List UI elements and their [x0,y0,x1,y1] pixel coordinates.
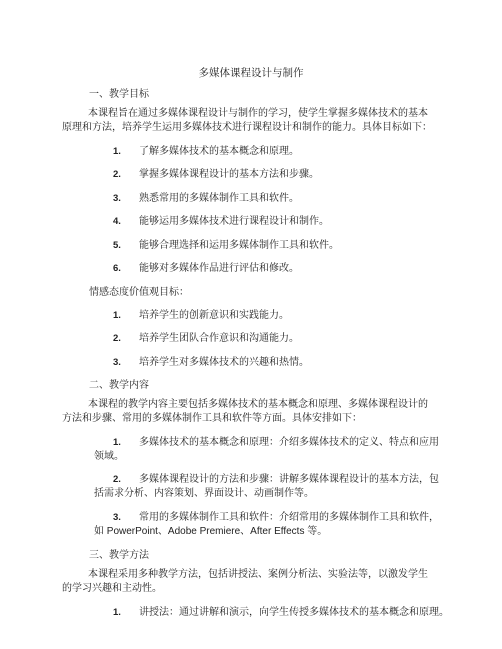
section-intro-goals [62,107,462,135]
list-item [94,436,464,464]
list-text-continued: 如 PowerPoint、Adobe Premiere、After Effects 等。 [94,526,328,537]
list-text: 培养学生团队合作意识和沟通能力。 [139,333,299,344]
list-item [113,145,299,159]
list-text: 了解多媒体技术的基本概念和原理。 [139,146,299,157]
list-number: 1. [113,310,121,321]
list-number: 1. [113,146,121,157]
list-item [113,309,289,323]
list-number: 1. [113,607,121,618]
section-heading-content: 二、教学内容 [89,380,149,391]
paragraph-line: 的学习兴趣和主动性。 [62,583,162,594]
list-text-continued: 领域。 [94,451,124,462]
list-number: 2. [113,169,121,180]
list-number: 2. [113,333,121,344]
list-item [113,168,319,182]
list-number: 3. [113,357,121,368]
list-item [94,473,464,501]
paragraph-line: 本课程的教学内容主要包括多媒体技术的基本概念和原理、多媒体课程设计的 [88,399,428,410]
document-title: 多媒体课程设计与制作 [198,67,304,79]
paragraph-line: 本课程采用多种教学方法，包括讲授法、案例分析法、实验法等，以激发学生 [88,569,428,580]
list-item [94,511,464,539]
paragraph-line: 方法和步骤、常用的多媒体制作工具和软件等方面。具体安排如下： [62,413,362,424]
list-text: 能够对多媒体作品进行评估和修改。 [139,263,299,274]
section-heading-methods: 三、教学方法 [89,550,149,561]
list-text-continued: 括需求分析、内容策划、界面设计、动画制作等。 [94,488,314,499]
list-text: 掌握多媒体课程设计的基本方法和步骤。 [139,169,319,180]
list-text: 常用的多媒体制作工具和软件：介绍常用的多媒体制作工具和软件， [139,512,439,523]
list-number: 3. [113,193,121,204]
list-item [113,332,299,346]
list-number: 3. [113,512,121,523]
list-item [113,239,339,253]
list-item [113,356,309,370]
list-text: 多媒体技术的基本概念和原理：介绍多媒体技术的定义、特点和应用 [139,437,439,448]
list-number: 5. [113,240,121,251]
list-number: 6. [113,263,121,274]
paragraph-line: 原理和方法，培养学生运用多媒体技术进行课程设计和制作的能力。具体目标如下： [62,122,432,133]
list-text: 培养学生对多媒体技术的兴趣和热情。 [139,357,309,368]
list-text: 能够合理选择和运用多媒体制作工具和软件。 [139,240,339,251]
list-number: 4. [113,216,121,227]
list-text: 熟悉常用的多媒体制作工具和软件。 [139,193,299,204]
paragraph-line: 本课程旨在通过多媒体课程设计与制作的学习，使学生掌握多媒体技术的基本 [88,108,428,119]
subheading-attitude: 情感态度价值观目标： [89,287,189,298]
section-heading-goals: 一、教学目标 [89,89,149,100]
section-intro-methods [62,568,462,596]
list-item [113,215,329,229]
list-text: 培养学生的创新意识和实践能力。 [139,310,289,321]
section-intro-content [62,398,462,426]
list-item [113,606,449,620]
list-number: 2. [113,474,121,485]
list-text: 能够运用多媒体技术进行课程设计和制作。 [139,216,329,227]
list-text: 多媒体课程设计的方法和步骤：讲解多媒体课程设计的基本方法，包 [139,474,439,485]
list-text: 讲授法：通过讲解和演示，向学生传授多媒体技术的基本概念和原理。 [139,607,449,618]
list-item [113,262,299,276]
list-item [113,192,299,206]
list-number: 1. [113,437,121,448]
